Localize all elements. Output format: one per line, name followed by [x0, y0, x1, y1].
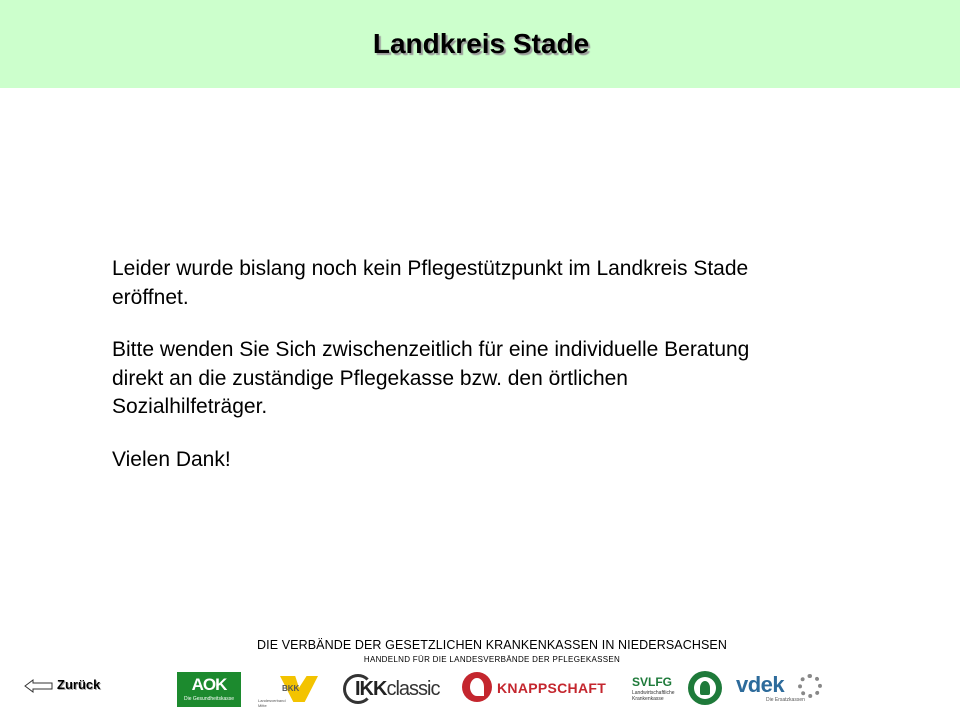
- arrow-left-outline-icon: [24, 679, 54, 693]
- svlfg-logo-subtext: Landwirtschaftliche Krankenkasse: [632, 690, 675, 702]
- knappschaft-logo-text: KNAPPSCHAFT: [497, 680, 607, 696]
- message-body: [112, 255, 752, 498]
- back-button[interactable]: [24, 676, 114, 696]
- aok-logo-text: AOK: [191, 675, 227, 694]
- page-title: Landkreis Stade: [372, 28, 590, 59]
- ikk-logo-suffix: classic: [386, 678, 440, 700]
- bkk-logo: [256, 670, 322, 710]
- knappschaft-emblem-icon: [462, 672, 492, 702]
- bkk-logo-subtext: Landesverband Mitte: [258, 698, 286, 708]
- bkk-logo-text: BKK: [282, 684, 300, 693]
- svlfg-logo: [632, 672, 682, 708]
- ikk-logo-text: IKK: [355, 678, 387, 700]
- vdek-logo-text: vdek: [736, 672, 785, 697]
- vdek-logo: [736, 672, 826, 706]
- vdek-dots-icon: [798, 674, 822, 698]
- message-paragraph-1: Leider wurde bislang noch kein Pflegestützpunkt im Landkreis Stade eröffnet.: [112, 257, 749, 309]
- footer-subtitle: HANDELND FÜR DIE LANDESVERBÄNDE DER PFLEGEKASSEN: [363, 655, 621, 664]
- aok-logo-subtext: Die Gesundheitskasse: [183, 696, 235, 702]
- vdek-logo-subtext: Die Ersatzkassen: [766, 697, 805, 703]
- back-label: Zurück: [57, 677, 101, 692]
- header-bar: [0, 0, 960, 88]
- svlfg-tree-icon: [688, 671, 722, 705]
- svlfg-logo-text: SVLFG: [632, 675, 673, 689]
- ikk-classic-logo: [343, 672, 443, 706]
- tree-icon: [700, 681, 710, 695]
- footer-title: DIE VERBÄNDE DER GESETZLICHEN KRANKENKASSEN IN NIEDERSACHSEN: [257, 638, 727, 652]
- knappschaft-logo: [462, 672, 614, 702]
- message-paragraph-3: Vielen Dank!: [112, 447, 231, 471]
- message-paragraph-2: Bitte wenden Sie Sich zwischenzeitlich für eine individuelle Beratung direkt an die zuständige Pflegekasse bzw. den örtlichen Sozialhilfeträger.: [112, 338, 750, 418]
- aok-logo: [177, 672, 241, 707]
